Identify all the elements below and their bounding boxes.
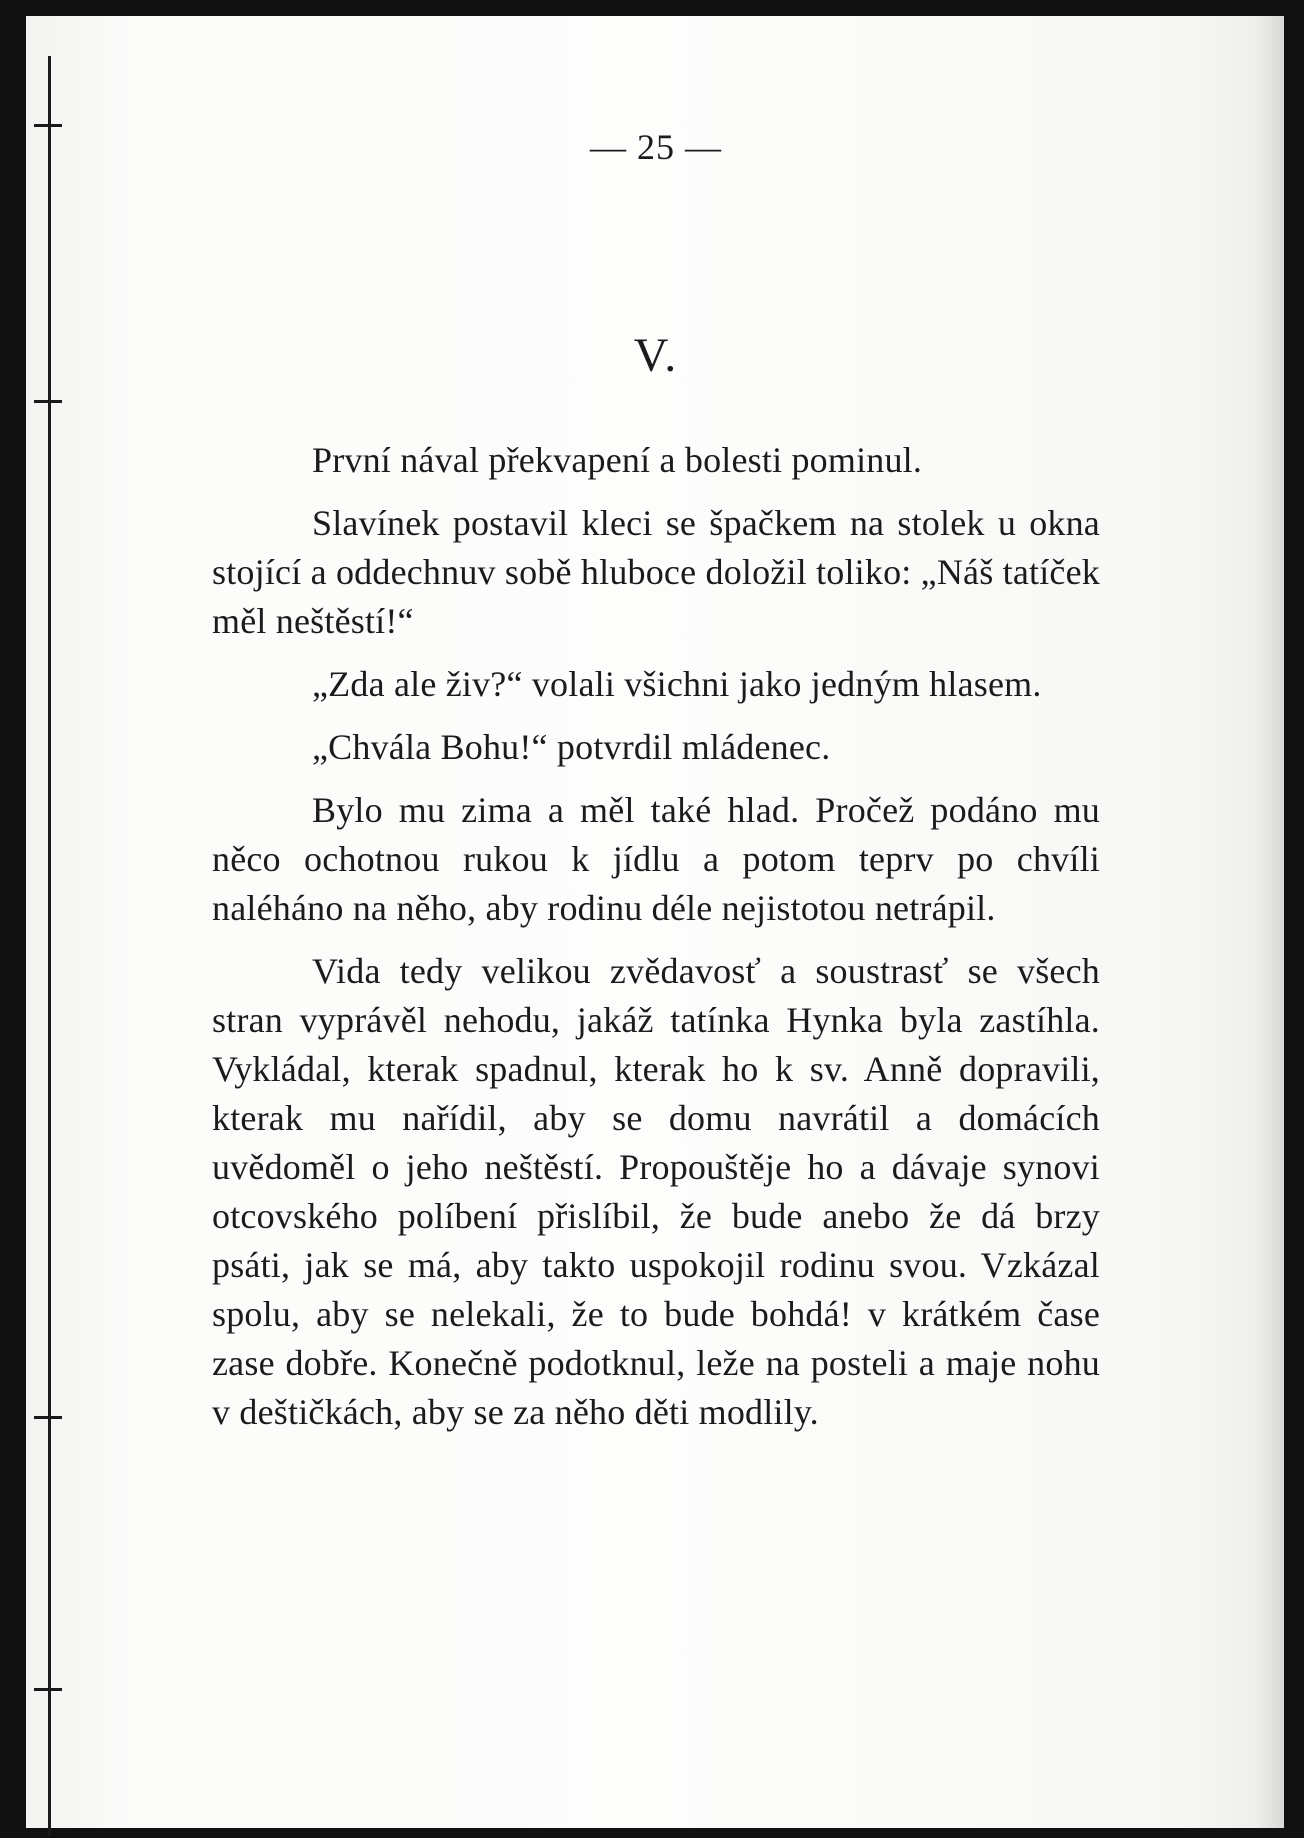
book-page xyxy=(26,16,1284,1828)
binding-mark xyxy=(34,1688,62,1691)
paragraph: Vida tedy velikou zvědavosť a soustrasť se všech stran vyprávěl nehodu, jakáž tatínka Hynka byla zastíhla. Vykládal, kterak spadnul, kterak ho k sv. Anně dopravili, kterak mu nařídil, aby se domu navrátil a domácích uvědoměl o jeho neštěstí. Propouštěje ho a dávaje synovi otcovského políbení přislíbil, že bude anebo že dá brzy psáti, jak se má, aby takto uspokojil rodinu svou. Vzkázal spolu, aby se nelekali, že to bude bohdá! v krátkém čase zase dobře. Konečně podotknul, leže na posteli a maje nohu v deštičkách, aby se za něho děti modlily. xyxy=(212,951,1100,1432)
binding-mark xyxy=(34,400,62,403)
paragraph: První nával překvapení a bolesti pominul. xyxy=(312,440,923,480)
page-number: — 25 — xyxy=(590,127,722,167)
binding-edge xyxy=(48,56,51,1836)
paragraph: Bylo mu zima a měl také hlad. Pročež podáno mu něco ochotnou rukou k jídlu a potom teprv po chvíli naléháno na něho, aby rodinu déle nejistotou netrápil. xyxy=(212,790,1100,928)
binding-mark xyxy=(34,1416,62,1419)
chapter-body xyxy=(212,436,1100,1451)
paragraph: Slavínek postavil kleci se špačkem na stolek u okna stojící a oddechnuv sobě hluboce doložil toliko: „Náš tatíček měl neštěstí!“ xyxy=(212,503,1100,641)
chapter-heading: V. xyxy=(633,329,679,382)
page-edge-shadow xyxy=(1254,16,1284,1828)
binding-mark xyxy=(34,124,62,127)
paragraph: „Chvála Bohu!“ potvrdil mládenec. xyxy=(312,727,831,767)
paragraph: „Zda ale živ?“ volali všichni jako jedným hlasem. xyxy=(312,664,1042,704)
